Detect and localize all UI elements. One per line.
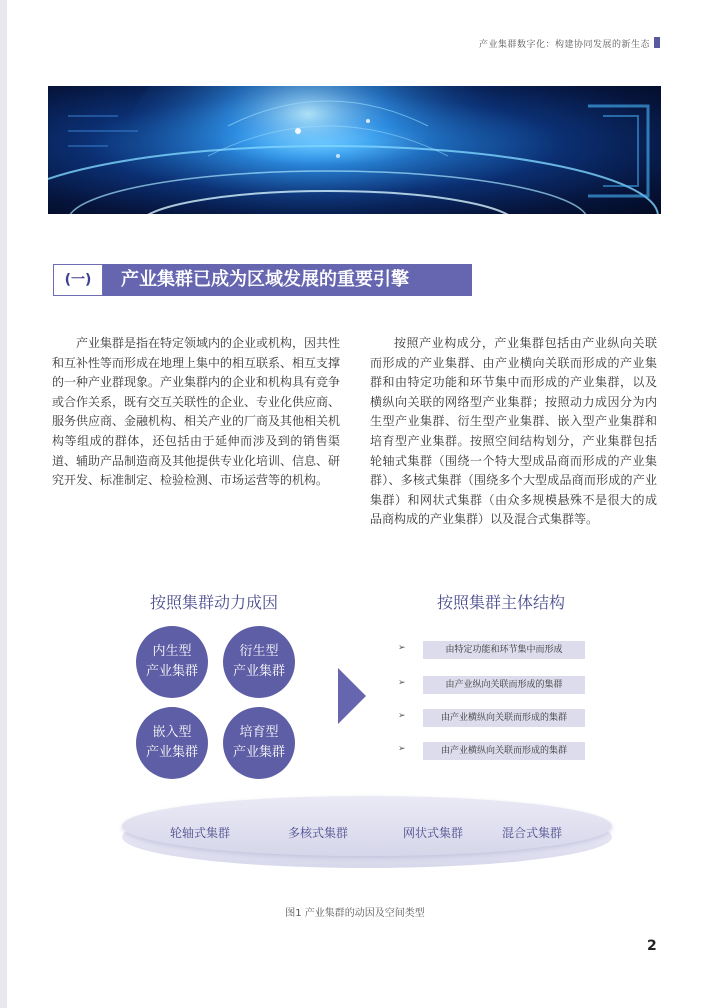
figure-caption: 图1 产业集群的动因及空间类型 [285,908,425,919]
structure-item-label: 由特定功能和环节集中而形成 [423,641,585,659]
section-number: (一) [53,264,103,296]
paragraph-left: 产业集群是指在特定领域内的企业或机构，因共性和互补性等而形成在地理上集中的相互联系、相互支撑的一种产业群现象。产业集群内的企业和机构具有竞争或合作关系，既有交互关联性的企业、专业化供应商、服务供应商、金融机构、相关产业的厂商及其他相关机构等组成的群体，还包括由于延伸而涉及到的销售渠道、辅助产品制造商及其他提供专业化培训、信息、研究开发、标准制定、检验检测、市场运营等的机构。 [52,336,341,488]
figure-right-title: 按照集群主体结构 [437,593,566,612]
structure-item-label: 由产业纵向关联而形成的集群 [423,676,585,694]
figure-left-title: 按照集群动力成因 [150,593,279,612]
bullet-arrow-icon: ➢ [398,678,406,688]
circle-derivative-cluster: 衍生型 产业集群 [223,626,295,698]
spatial-type-hub: 轮轴式集群 [170,826,231,840]
spatial-type-multicore: 多核式集群 [288,826,349,840]
running-header: 产业集群数字化：构建协同发展的新生态 [478,40,650,50]
spatial-type-hybrid: 混合式集群 [502,826,563,840]
page-number: 2 [647,938,657,954]
globe-illustration [48,86,661,214]
structure-item-label: 由产业横纵向关联而形成的集群 [423,742,585,760]
hero-image-digital-globe [48,86,661,214]
circle-cultivated-cluster: 培育型 产业集群 [223,707,295,779]
bullet-arrow-icon: ➢ [398,744,406,754]
spatial-type-network: 网状式集群 [403,826,464,840]
bullet-arrow-icon: ➢ [398,711,406,721]
section-heading [53,264,472,296]
header-marker [654,37,660,48]
circle-endogenous-cluster: 内生型 产业集群 [136,626,208,698]
section-title: 产业集群已成为区域发展的重要引擎 [103,264,472,296]
paragraph-right: 按照产业构成分，产业集群包括由产业纵向关联而形成的产业集群、由产业横向关联而形成的产业集群和由特定功能和环节集中而形成的产业集群，以及横纵向关联的网络型产业集群；按照动力成因分为内生型产业集群、衍生型产业集群、嵌入型产业集群和培育型产业集群。按照空间结构划分，产业集群包括轮轴式集群（围绕一个特大型成品商而形成的产业集群）、多核式集群（围绕多个大型成品商而形成的产业集群）和网状式集群（由众多规模悬殊不是很大的成品商构成的产业集群）以及混合式集群等。 [370,336,657,527]
page-edge-strip [0,0,7,1008]
bullet-arrow-icon: ➢ [398,643,406,653]
structure-item-label: 由产业横纵向关联而形成的集群 [423,709,585,727]
right-arrow-icon [338,668,366,724]
circle-embedded-cluster: 嵌入型 产业集群 [136,707,208,779]
